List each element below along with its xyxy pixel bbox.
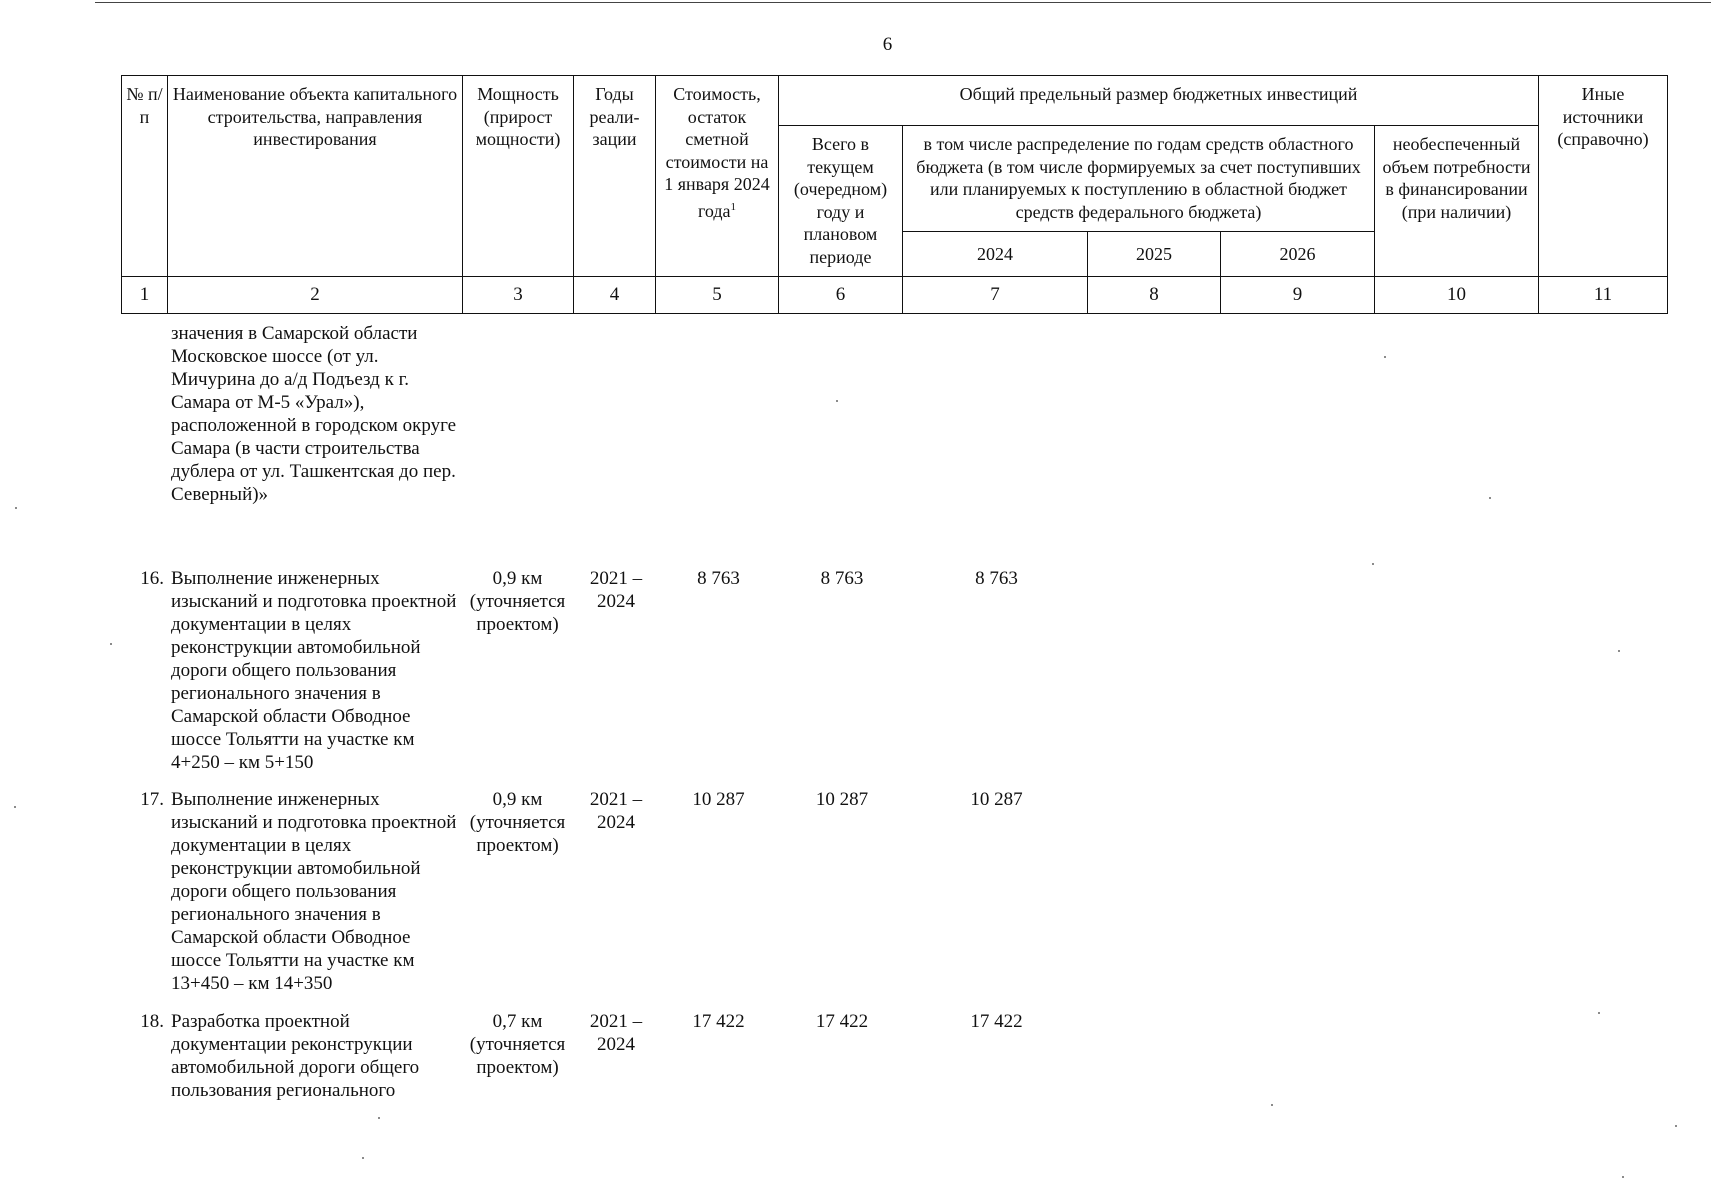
column-number: 7 bbox=[903, 277, 1088, 314]
header-col-cost bbox=[656, 76, 779, 277]
header-year-2026: 2026 bbox=[1221, 232, 1375, 277]
scan-speck bbox=[378, 1117, 380, 1119]
header-col-distribution: в том числе распределение по годам средств областного бюджета (в том числе формируемых за счет поступивших или планируемых к поступлению в областной бюджет средств федерального бюджета) bbox=[903, 126, 1375, 232]
column-number: 10 bbox=[1375, 277, 1539, 314]
investment-table-header bbox=[121, 75, 1668, 314]
page-top-edge bbox=[95, 2, 1711, 3]
header-year-2024: 2024 bbox=[903, 232, 1088, 277]
header-col-number: № п/п bbox=[122, 76, 168, 277]
header-col-years: Годы реали-зации bbox=[574, 76, 656, 277]
column-number: 6 bbox=[779, 277, 903, 314]
header-col-total: Всего в текущем (очередном) году и плановом периоде bbox=[779, 126, 903, 277]
scan-speck bbox=[1489, 497, 1491, 499]
row-17-year-2024: 10 287 bbox=[970, 789, 1023, 810]
column-number: 2 bbox=[168, 277, 463, 314]
row-18-capacity: 0,7 км (уточняется проектом) bbox=[469, 1011, 566, 1078]
scan-speck bbox=[1618, 650, 1620, 652]
row-16-year-2024: 8 763 bbox=[975, 568, 1018, 589]
row-16-name: Выполнение инженерных изысканий и подготовка проектной документации в целях реконструкции автомобильной дороги общего пользования регионального значения в Самарской области Обводное шоссе Тольятти на участке км 4+250 – км 5+150 bbox=[171, 568, 457, 773]
row-16-number: 16. bbox=[140, 568, 164, 589]
scan-speck bbox=[1675, 1125, 1677, 1127]
row-17-name: Выполнение инженерных изысканий и подготовка проектной документации в целях реконструкции автомобильной дороги общего пользования регионального значения в Самарской области Обводное шоссе Тольятти на участке км 13+450 – км 14+350 bbox=[171, 789, 457, 994]
header-year-2025: 2025 bbox=[1088, 232, 1221, 277]
scan-speck bbox=[1598, 1012, 1600, 1014]
column-number: 11 bbox=[1539, 277, 1668, 314]
column-number: 4 bbox=[574, 277, 656, 314]
header-col-capacity: Мощность (прирост мощности) bbox=[463, 76, 574, 277]
scan-speck bbox=[110, 643, 112, 645]
row-16-total: 8 763 bbox=[820, 568, 864, 589]
row-18-total: 17 422 bbox=[815, 1011, 869, 1032]
continuation-text: значения в Самарской области Московское шоссе (от ул. Мичурина до а/д Подъезд к г. Самара от М-5 «Урал»), расположенной в городском округе Самара (в части строительства дублера от ул. Ташкентская до пер. Северный)» bbox=[171, 323, 457, 505]
row-16-years: 2021 – 2024 bbox=[589, 568, 643, 612]
column-number: 3 bbox=[463, 277, 574, 314]
page-number: 6 bbox=[882, 34, 893, 55]
row-18-year-2024: 17 422 bbox=[970, 1011, 1023, 1032]
header-budget-group: Общий предельный размер бюджетных инвестиций bbox=[779, 76, 1539, 126]
scan-speck bbox=[1372, 563, 1374, 565]
header-col-unsecured: необеспеченный объем потребности в финансировании (при наличии) bbox=[1375, 126, 1539, 277]
scan-speck bbox=[836, 400, 838, 402]
row-18-years: 2021 – 2024 bbox=[589, 1011, 643, 1055]
column-number: 5 bbox=[656, 277, 779, 314]
scan-speck bbox=[15, 507, 17, 509]
scan-speck bbox=[362, 1157, 364, 1159]
header-col-name: Наименование объекта капитального строительства, направления инвестирования bbox=[168, 76, 463, 277]
scan-speck bbox=[1271, 1104, 1273, 1106]
row-17-capacity: 0,9 км (уточняется проектом) bbox=[469, 789, 566, 856]
footnote-marker: 1 bbox=[730, 200, 737, 213]
row-16-cost: 8 763 bbox=[697, 568, 740, 589]
column-number: 9 bbox=[1221, 277, 1375, 314]
header-col-other-sources: Иные источники (справочно) bbox=[1539, 76, 1668, 277]
row-16-capacity: 0,9 км (уточняется проектом) bbox=[469, 568, 566, 635]
row-18-number: 18. bbox=[140, 1011, 164, 1032]
row-17-total: 10 287 bbox=[815, 789, 869, 810]
scan-speck bbox=[1622, 1176, 1624, 1178]
row-17-years: 2021 – 2024 bbox=[589, 789, 643, 833]
row-18-cost: 17 422 bbox=[692, 1011, 745, 1032]
row-18-name: Разработка проектной документации реконструкции автомобильной дороги общего пользования регионального bbox=[171, 1011, 420, 1101]
header-col-cost-text: Стоимость, остаток сметной стоимости на 1 января 2024 года bbox=[664, 84, 770, 221]
row-17-cost: 10 287 bbox=[692, 789, 745, 810]
row-17-number: 17. bbox=[140, 789, 164, 810]
scan-speck bbox=[14, 806, 16, 808]
column-number: 1 bbox=[122, 277, 168, 314]
scan-speck bbox=[1384, 356, 1386, 358]
column-number: 8 bbox=[1088, 277, 1221, 314]
